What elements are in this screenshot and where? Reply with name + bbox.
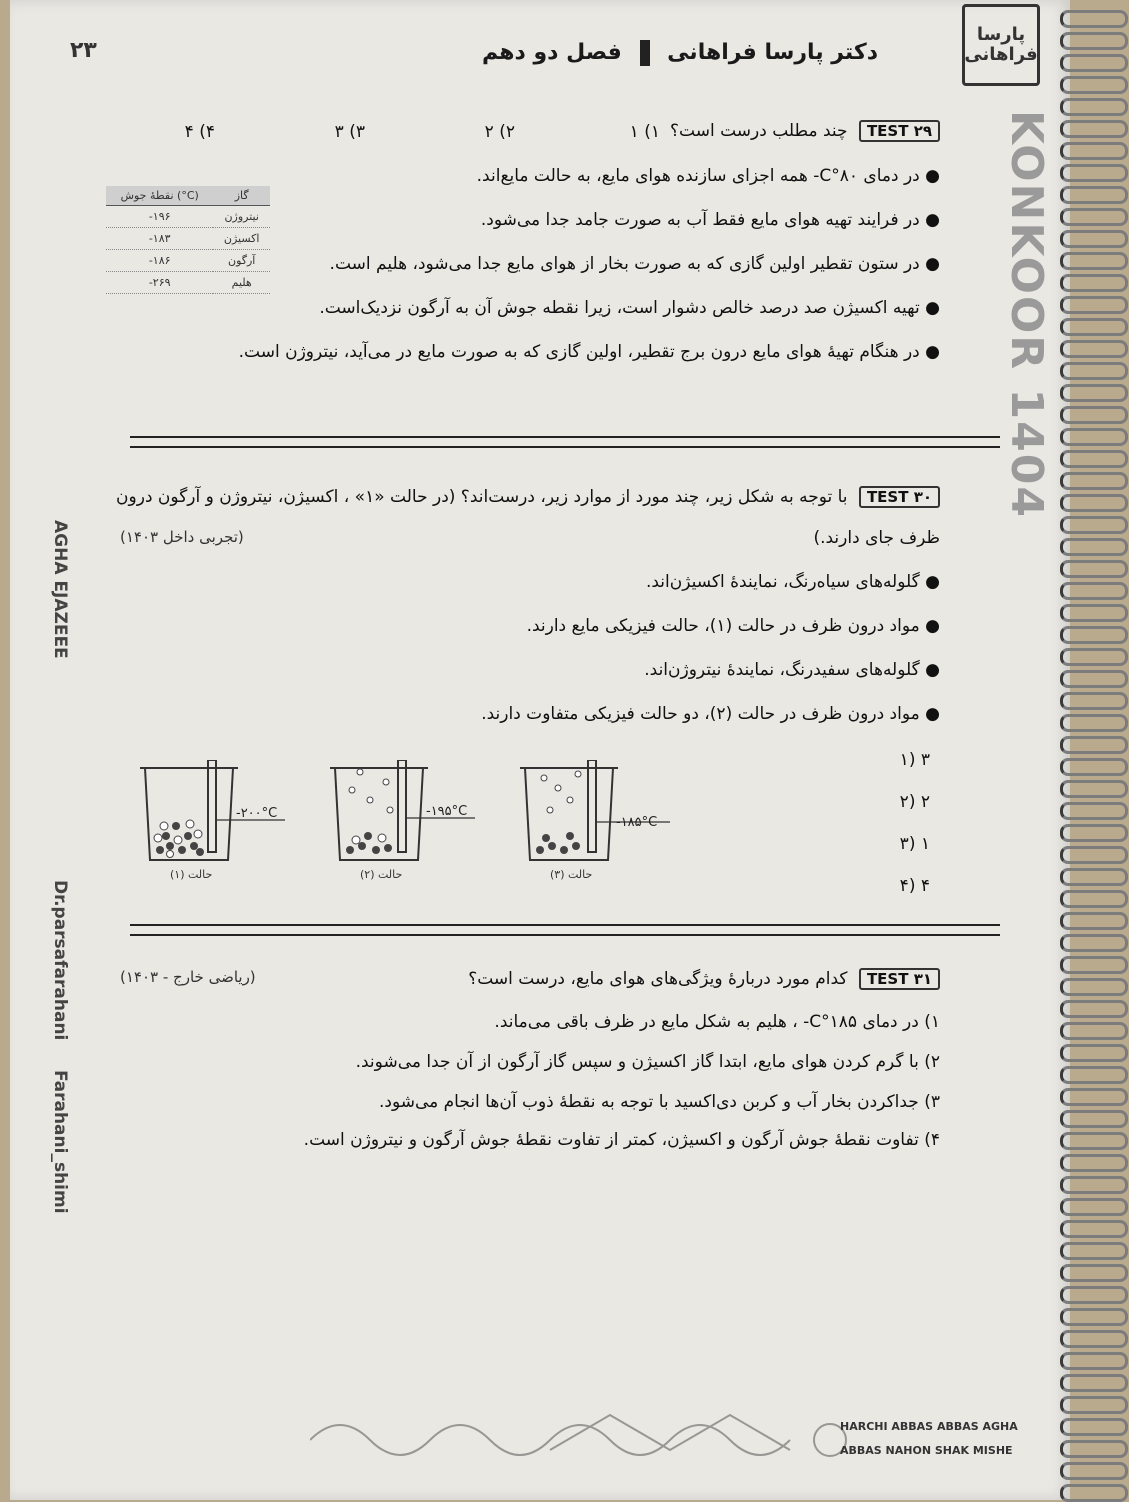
table-row: -۲۶۹ هلیم	[106, 272, 270, 294]
q29-header	[670, 120, 940, 142]
spiral-ring	[1060, 934, 1128, 952]
author-name: دکتر پارسا فراهانی	[667, 40, 878, 65]
spiral-ring	[1060, 76, 1128, 94]
page-title	[482, 40, 878, 66]
spiral-ring	[1060, 604, 1128, 622]
q30-bullet: ● مواد درون ظرف در حالت (۱)، حالت فیزیکی مایع دارند.	[526, 616, 940, 636]
caption-state-1: حالت (۱)	[170, 868, 213, 881]
spiral-ring	[1060, 54, 1128, 72]
footer-doodle	[310, 1400, 1030, 1480]
q29-bullet: ● در هنگام تهیهٔ هوای مایع درون برج تقطیر، اولین گازی که به صورت مایع در می‌آید، نیتروژن است.	[238, 342, 940, 362]
q29-option-2: ۲) ۲	[484, 122, 515, 142]
spiral-ring	[1060, 1154, 1128, 1172]
spiral-ring	[1060, 780, 1128, 798]
spiral-ring	[1060, 912, 1128, 930]
konkoor-banner: KONKOOR 1404	[1001, 110, 1052, 519]
test-icon: TEST ۳۰	[859, 486, 940, 508]
q31-header	[468, 968, 940, 990]
q29-option-4: ۴) ۴	[184, 122, 215, 142]
test-icon: TEST ۲۹	[859, 120, 940, 142]
divider	[130, 934, 1000, 936]
q30-bullet: ● مواد درون ظرف در حالت (۲)، دو حالت فیزیکی متفاوت دارند.	[481, 704, 940, 724]
spiral-ring	[1060, 340, 1128, 358]
spiral-ring	[1060, 802, 1128, 820]
spiral-ring	[1060, 318, 1128, 336]
spiral-ring	[1060, 362, 1128, 380]
brand-logo: پارسا فراهانی	[962, 4, 1040, 86]
spiral-ring	[1060, 208, 1128, 226]
spiral-ring	[1060, 384, 1128, 402]
spiral-ring	[1060, 252, 1128, 270]
boiling-point-table	[106, 186, 270, 294]
spiral-ring	[1060, 1066, 1128, 1084]
q30-option-4: ۴ (۴	[899, 876, 930, 896]
spiral-binding	[1060, 0, 1129, 1500]
table-row: -۱۹۶ نیتروژن	[106, 206, 270, 228]
spiral-ring	[1060, 868, 1128, 886]
q29-option-3: ۳) ۳	[334, 122, 365, 142]
spiral-ring	[1060, 846, 1128, 864]
side-text-agha: AGHA EJAZEEE	[50, 520, 70, 659]
q30-text: با توجه به شکل زیر، چند مورد از موارد زیر، درست‌اند؟ (در حالت «۱» ، اکسیژن، نیتروژن و آرگون درون	[116, 487, 848, 507]
spiral-ring	[1060, 1440, 1128, 1458]
side-text-telegram: Farahani_shimi	[50, 1070, 70, 1214]
q30-option-2: ۲ (۲	[899, 792, 930, 812]
spiral-ring	[1060, 1044, 1128, 1062]
footer-note-1: HARCHI ABBAS ABBAS AGHA	[840, 1420, 1018, 1433]
q31-text: کدام مورد دربارهٔ ویژگی‌های هوای مایع، درست است؟	[468, 969, 848, 989]
spiral-ring	[1060, 538, 1128, 556]
spiral-ring	[1060, 406, 1128, 424]
spiral-ring	[1060, 142, 1128, 160]
spiral-ring	[1060, 692, 1128, 710]
footer-note-2: ABBAS NAHON SHAK MISHE	[840, 1444, 1013, 1457]
table-row: -۱۸۶ آرگون	[106, 250, 270, 272]
spiral-ring	[1060, 1242, 1128, 1260]
spiral-ring	[1060, 472, 1128, 490]
q30-option-3: ۱ (۳	[899, 834, 930, 854]
spiral-ring	[1060, 890, 1128, 908]
q31-source: (ریاضی خارج - ۱۴۰۳)	[120, 968, 256, 986]
beaker-state-3	[520, 760, 700, 870]
table-header: گاز	[213, 186, 270, 206]
q29-bullet: ● در فرایند تهیه هوای مایع فقط آب به صورت جامد جدا می‌شود.	[480, 210, 940, 230]
caption-state-2: حالت (۲)	[360, 868, 403, 881]
spiral-ring	[1060, 120, 1128, 138]
spiral-ring	[1060, 1330, 1128, 1348]
temp-label-3: -۱۸۵°C	[616, 815, 658, 830]
spiral-ring	[1060, 1132, 1128, 1150]
spiral-ring	[1060, 230, 1128, 248]
chapter-name: فصل دو دهم	[482, 40, 622, 65]
divider	[130, 436, 1000, 438]
spiral-ring	[1060, 1374, 1128, 1392]
spiral-ring	[1060, 1088, 1128, 1106]
spiral-ring	[1060, 1110, 1128, 1128]
spiral-ring	[1060, 758, 1128, 776]
spiral-ring	[1060, 1352, 1128, 1370]
spiral-ring	[1060, 648, 1128, 666]
q30-text-line2: ظرف جای دارند.)	[813, 528, 940, 548]
spiral-ring	[1060, 1484, 1128, 1502]
q30-source: (تجربی داخل ۱۴۰۳)	[120, 528, 244, 546]
spiral-ring	[1060, 1418, 1128, 1436]
spiral-ring	[1060, 1308, 1128, 1326]
spiral-ring	[1060, 274, 1128, 292]
spiral-ring	[1060, 428, 1128, 446]
spiral-ring	[1060, 670, 1128, 688]
spiral-ring	[1060, 956, 1128, 974]
beaker-state-1	[140, 760, 320, 870]
q31-option-3: ۳) جداکردن بخار آب و کربن دی‌اکسید با توجه به نقطهٔ ذوب آن‌ها انجام می‌شود.	[378, 1092, 940, 1112]
spiral-ring	[1060, 32, 1128, 50]
title-divider	[640, 40, 650, 66]
page-number: ۲۳	[70, 38, 97, 63]
spiral-ring	[1060, 516, 1128, 534]
q31-option-4: ۴) تفاوت نقطهٔ جوش آرگون و اکسیژن، کمتر از تفاوت نقطهٔ جوش آرگون و نیتروژن است.	[303, 1130, 940, 1150]
q30-bullet: ● گلوله‌های سفیدرنگ، نمایندهٔ نیتروژن‌اند.	[644, 660, 940, 680]
spiral-ring	[1060, 1462, 1128, 1480]
q29-text: چند مطلب درست است؟	[669, 121, 848, 141]
spiral-ring	[1060, 1198, 1128, 1216]
q30-bullet: ● گلوله‌های سیاه‌رنگ، نمایندهٔ اکسیژن‌اند.	[645, 572, 940, 592]
spiral-ring	[1060, 714, 1128, 732]
spiral-ring	[1060, 1264, 1128, 1282]
spiral-ring	[1060, 978, 1128, 996]
side-text-instagram: Dr.parsafarahani	[50, 880, 70, 1041]
spiral-ring	[1060, 1220, 1128, 1238]
divider	[130, 924, 1000, 926]
q31-option-2: ۲) با گرم کردن هوای مایع، ابتدا گاز اکسیژن و سپس گاز آرگون از آن جدا می‌شوند.	[355, 1052, 940, 1072]
spiral-ring	[1060, 1396, 1128, 1414]
q31-option-1: ۱) در دمای ۱۸۵°C- ، هلیم به شکل مایع در ظرف باقی می‌ماند.	[494, 1012, 940, 1032]
spiral-ring	[1060, 98, 1128, 116]
spiral-ring	[1060, 626, 1128, 644]
spiral-ring	[1060, 494, 1128, 512]
spiral-ring	[1060, 450, 1128, 468]
q30-option-1: ۳ (۱	[899, 750, 930, 770]
q30-header	[116, 486, 940, 508]
divider	[130, 446, 1000, 448]
spiral-ring	[1060, 1286, 1128, 1304]
spiral-ring	[1060, 1000, 1128, 1018]
q29-bullet: ● در ستون تقطیر اولین گازی که به صورت بخار از هوای مایع جدا می‌شود، هلیم است.	[329, 254, 940, 274]
q29-option-1: ۱) ۱	[629, 122, 660, 142]
spiral-ring	[1060, 296, 1128, 314]
spiral-ring	[1060, 1176, 1128, 1194]
temp-label-1: -۲۰۰°C	[236, 806, 278, 821]
spiral-ring	[1060, 164, 1128, 182]
spiral-ring	[1060, 736, 1128, 754]
q29-bullet: ● در دمای ۸۰°C- همه اجزای سازنده هوای مایع، به حالت مایع‌اند.	[476, 166, 940, 186]
spiral-ring	[1060, 560, 1128, 578]
spiral-ring	[1060, 10, 1128, 28]
q29-bullet: ● تهیه اکسیژن صد درصد خالص دشوار است، زیرا نقطه جوش آن به آرگون نزدیک‌است.	[319, 298, 940, 318]
spiral-ring	[1060, 582, 1128, 600]
left-side-decorations	[40, 150, 80, 1350]
notebook-page	[10, 0, 1070, 1500]
table-header: نقطهٔ جوش (°C)	[106, 186, 213, 206]
spiral-ring	[1060, 1022, 1128, 1040]
beaker-state-2	[330, 760, 510, 870]
spiral-ring	[1060, 186, 1128, 204]
table-row: -۱۸۳ اکسیژن	[106, 228, 270, 250]
spiral-ring	[1060, 824, 1128, 842]
caption-state-3: حالت (۳)	[550, 868, 593, 881]
temp-label-2: -۱۹۵°C	[426, 804, 468, 819]
test-icon: TEST ۳۱	[859, 968, 940, 990]
